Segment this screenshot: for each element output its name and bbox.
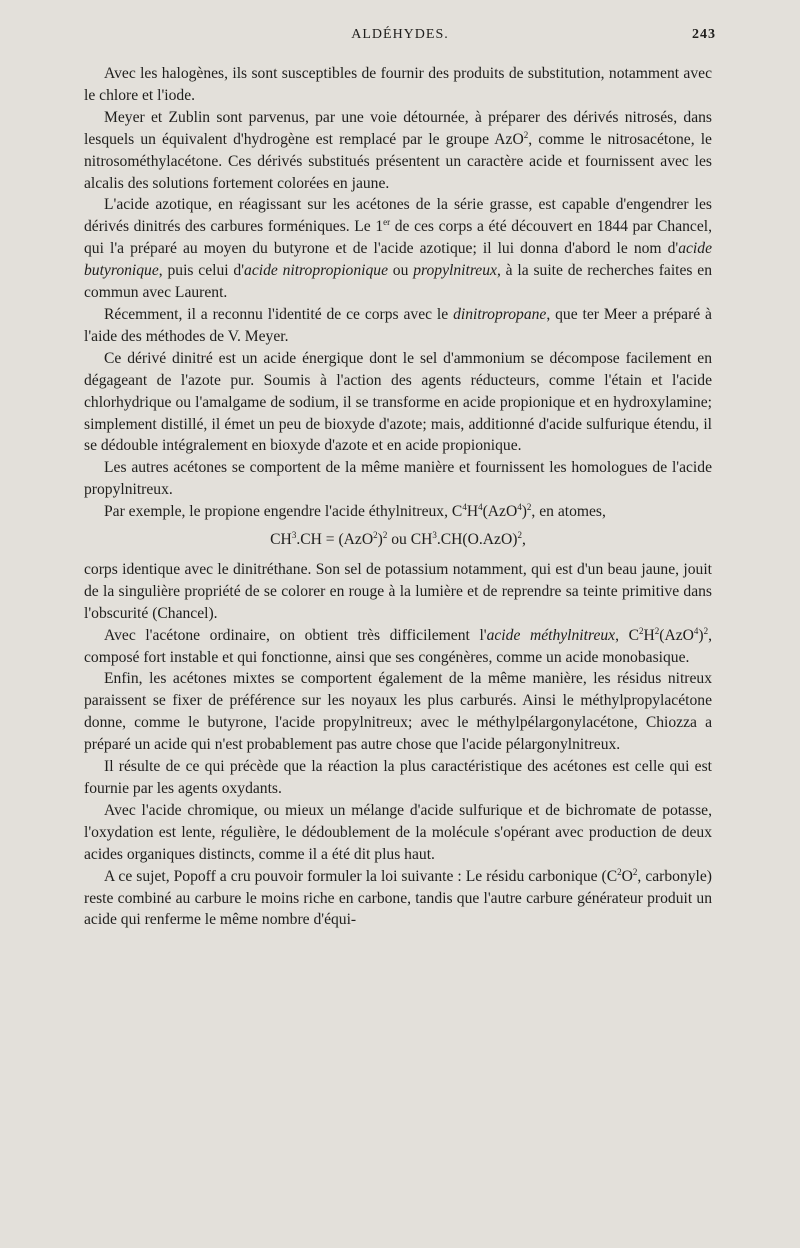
paragraph-7: Par exemple, le propione engendre l'acide éthylnitreux, $C^4H^4(AzO^4)^2$, en atomes, [104,501,606,521]
paragraph-13: A ce sujet, Popoff a cru pouvoir formuler la loi suivante : Le résidu carbonique ($C^2O^2$, carbonyle) reste combiné au carbure le moins riche en carbone, tandis que l'autre carbure générateur produit un acide qui renferme le même nombre d'équi- [84,866,712,929]
paragraph-5: Ce dérivé dinitré est un acide énergique dont le sel d'ammonium se décompose facilement en dégageant de l'azote pur. Soumis à l'action des agents réducteurs, comme l'étain et l'acide chlorhydrique ou l'amalgame de sodium, il se transforme en acide propionique et en hydroxylamine; simplement distillé, il émet un peu de bioxyde d'azote; mais, additionné d'acide sulfurique étendu, il se dédouble intégralement en bioxyde d'azote et en acide propionique. [84,349,712,455]
running-header [84,27,716,51]
text-body [84,63,712,931]
paragraph-12: Avec l'acide chromique, ou mieux un mélange d'acide sulfurique et de bichromate de potasse, l'oxydation est lente, régulière, le dédoublement de la molécule s'opérant avec production de deux acides organiques distincts, comme il a été dit plus haut. [84,801,712,863]
paragraph-10: Enfin, les acétones mixtes se comportent également de la même manière, les résidus nitreux paraissent se fixer de préférence sur les noyaux les plus carburés. Ainsi le méthylpropylacétone donne, comme le butyrone, l'acide propylnitreux; avec le méthylpélargonylacétone, Chiozza a préparé un acide qui n'est probablement pas autre chose que l'acide pélargonylnitreux. [84,670,712,754]
page-number: 243 [692,27,716,42]
paragraph-4: Récemment, il a reconnu l'identité de ce corps avec le dinitropropane, que ter Meer a préparé à l'aide des méthodes de V. Meyer. [84,305,712,345]
paragraph-11: Il résulte de ce qui précède que la réaction la plus caractéristique des acétones est celle qui est fournie par les agents oxydants. [84,758,712,797]
paragraph-9: Avec l'acétone ordinaire, on obtient très difficilement l'acide méthylnitreux, $C^2H^2(AzO^4)^2$, composé fort instable et qui fonctionne, ainsi que ses congénères, comme un acide monobasique. [84,625,713,666]
paragraph-1: Avec les halogènes, ils sont susceptibles de fournir des produits de substitution, notamment avec le chlore et l'iode. [84,65,712,104]
paragraph-2: Meyer et Zublin sont parvenus, par une voie détournée, à préparer des dérivés nitrosés, dans lesquels un équivalent d'hydrogène est remplacé par le groupe AzO$^2$, comme le nitrosacétone, le nitrosométhylacétone. Ces dérivés substitués présentent un caractère acide et fournissent avec les alcalis des solutions fortement colorées en jaune. [84,108,712,192]
paragraph-8: corps identique avec le dinitréthane. Son sel de potassium notamment, qui est d'un beau jaune, jouit de la singulière propriété de se colorer en rouge à la lumière et de reprendre sa teinte primitive dans l'obscurité (Chancel). [84,560,712,622]
paragraph-3: L'acide azotique, en réagissant sur les acétones de la série grasse, est capable d'engendrer les dérivés dinitrés des carbures forméniques. Le 1er de ces corps a été découvert en 1844 par Chancel, qui l'a préparé au moyen du butyrone et de l'acide azotique; il lui donna d'abord le nom d'acide butyronique, puis celui d'acide nitropropionique ou propylnitreux, à la suite de recherches faites en commun avec Laurent. [84,196,712,302]
paragraph-6: Les autres acétones se comportent de la même manière et fournissent les homologues de l'acide propylnitreux. [84,459,712,499]
running-title: ALDÉHYDES. [351,27,449,42]
chemical-formula: $CH^3.CH = (AzO^2)^2$ ou $CH^3.CH(O.AzO)^2$, [270,529,526,549]
